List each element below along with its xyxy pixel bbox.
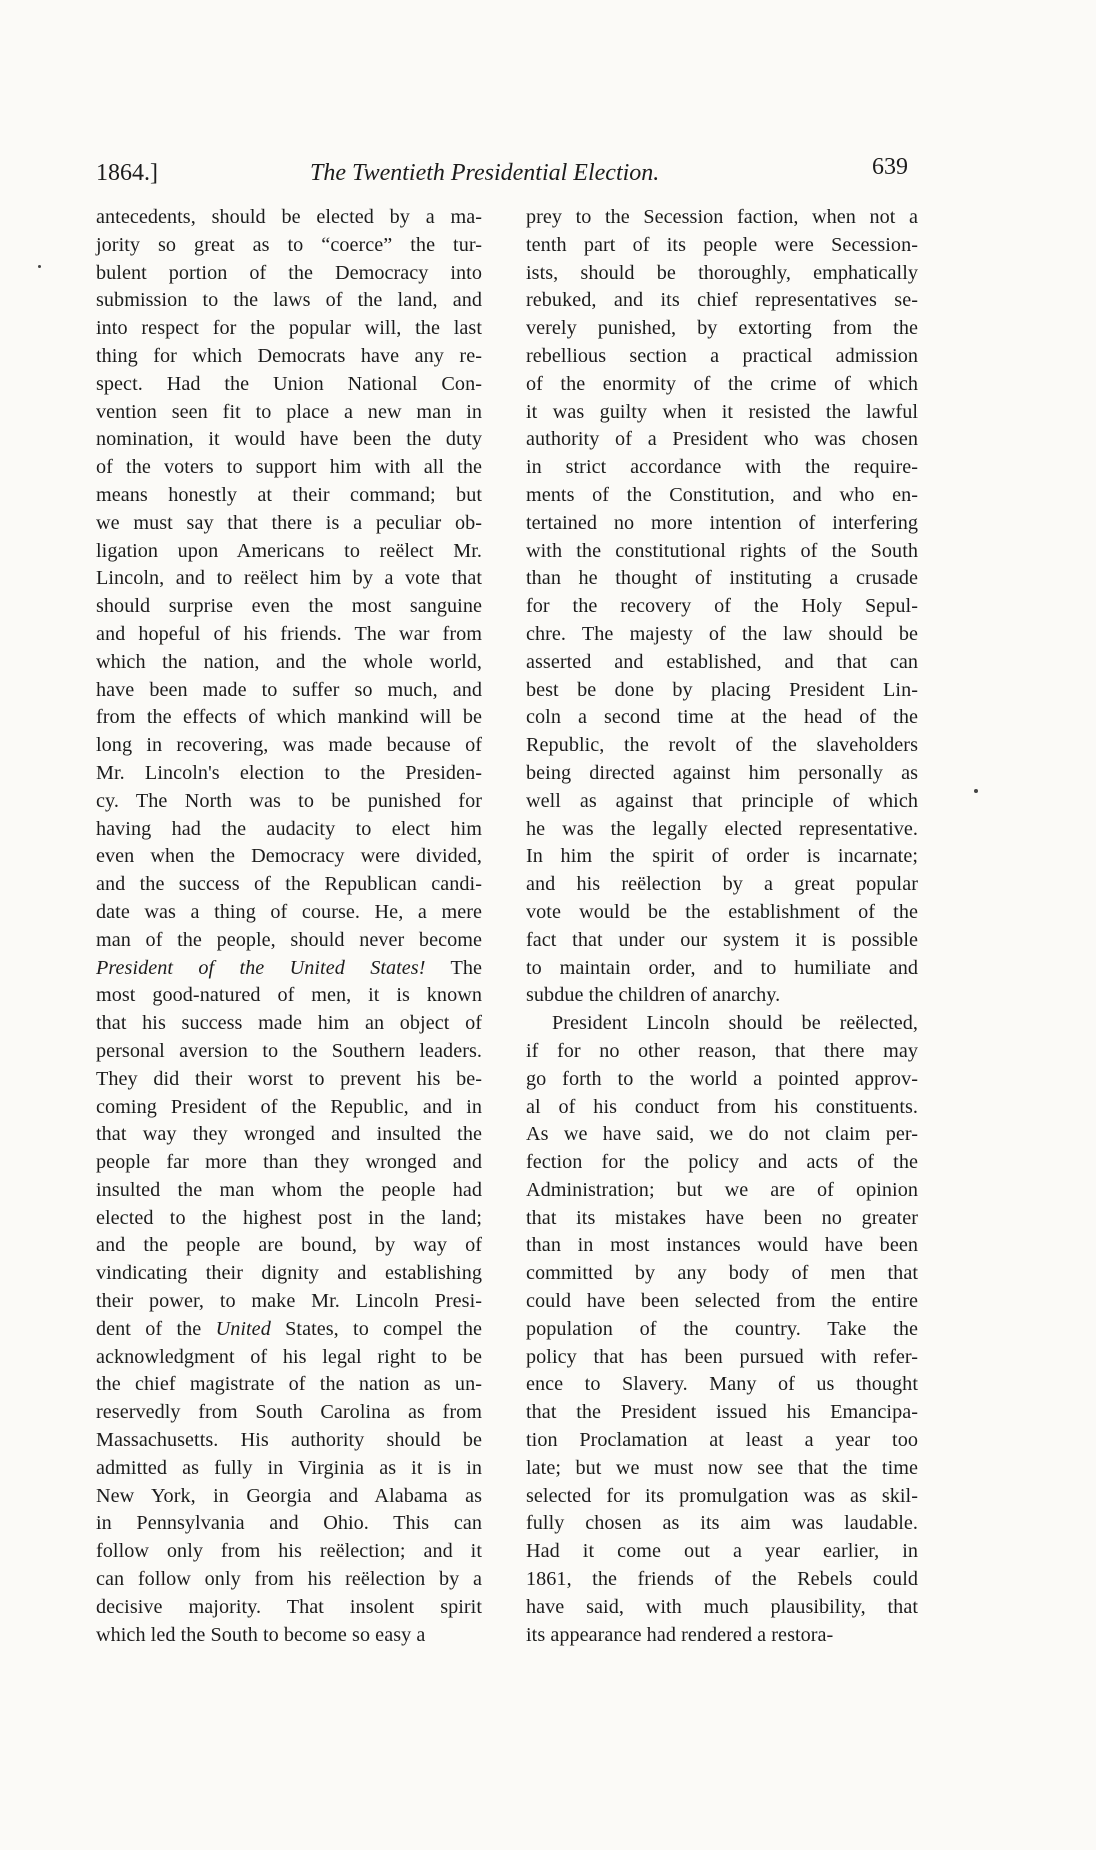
right-column-line: fact that under our system it is possible <box>526 928 918 951</box>
left-column-line: cy. The North was to be punished for <box>96 789 482 812</box>
left-column-line: man of the people, should never become <box>96 928 482 951</box>
left-column-line: that his success made him an object of <box>96 1012 482 1035</box>
header-year: 1864.] <box>96 160 158 186</box>
right-column-line: he was the legally elected representative. <box>526 817 918 840</box>
left-column-line: in Pennsylvania and Ohio. This can <box>96 1512 482 1535</box>
running-title: The Twentieth Presidential Election. <box>310 160 660 186</box>
left-column <box>96 204 482 1649</box>
left-column-line: spect. Had the Union National Con- <box>96 372 482 395</box>
right-column-line: committed by any body of men that <box>526 1262 918 1285</box>
right-column-line: that its mistakes have been no greater <box>526 1206 918 1229</box>
left-column-line: vention seen fit to place a new man in <box>96 400 482 423</box>
right-column-line: authority of a President who was chosen <box>526 428 918 451</box>
right-column-line: best be done by placing President Lin- <box>526 678 918 701</box>
right-column-line: 1861, the friends of the Rebels could <box>526 1568 918 1591</box>
right-column-line: tertained no more intention of interfering <box>526 511 918 534</box>
left-column-line: and the success of the Republican candi- <box>96 873 482 896</box>
right-column-line: of the enormity of the crime of which <box>526 372 918 395</box>
stray-ink-mark <box>38 265 41 268</box>
right-column-line: Administration; but we are of opinion <box>526 1178 918 1201</box>
left-column-line: having had the audacity to elect him <box>96 817 482 840</box>
left-column-line: should surprise even the most sanguine <box>96 595 482 618</box>
left-column-line: most good-natured of men, it is known <box>96 984 482 1007</box>
left-column-line: their power, to make Mr. Lincoln Presi- <box>96 1290 482 1313</box>
left-column-line: thing for which Democrats have any re- <box>96 344 482 367</box>
left-column-line: can follow only from his reëlection by a <box>96 1568 482 1591</box>
right-column-line: vote would be the establishment of the <box>526 900 918 923</box>
stray-ink-mark <box>974 789 978 793</box>
right-column-line: coln a second time at the head of the <box>526 706 918 729</box>
left-column-line: dent of the United States, to compel the <box>96 1317 482 1340</box>
right-column-line: go forth to the world a pointed approv- <box>526 1067 918 1090</box>
right-column-line: As we have said, we do not claim per- <box>526 1123 918 1146</box>
right-column-line: late; but we must now see that the time <box>526 1456 918 1479</box>
left-column-line: into respect for the popular will, the last <box>96 317 482 340</box>
left-column-line: submission to the laws of the land, and <box>96 289 482 312</box>
right-column-line: ments of the Constitution, and who en- <box>526 483 918 506</box>
left-column-line: insulted the man whom the people had <box>96 1178 482 1201</box>
left-column-line: reservedly from South Carolina as from <box>96 1401 482 1424</box>
right-column-line: subdue the children of anarchy. <box>526 984 781 1007</box>
left-column-line: Massachusetts. His authority should be <box>96 1429 482 1452</box>
left-column-line: and hopeful of his friends. The war from <box>96 622 482 645</box>
right-column-line: asserted and established, and that can <box>526 650 918 673</box>
right-column-line: have said, with much plausibility, that <box>526 1595 918 1618</box>
left-column-line: even when the Democracy were divided, <box>96 845 482 868</box>
left-column-line: President of the United States! The <box>96 956 482 979</box>
left-column-line: of the voters to support him with all the <box>96 456 482 479</box>
left-column-line: date was a thing of course. He, a mere <box>96 900 482 923</box>
right-column-line: being directed against him personally as <box>526 761 918 784</box>
right-column-line: President Lincoln should be reëlected, <box>552 1012 918 1035</box>
left-column-line: ligation upon Americans to reëlect Mr. <box>96 539 482 562</box>
left-column-line: Mr. Lincoln's election to the Presiden- <box>96 761 482 784</box>
right-column-line: rebuked, and its chief representatives se- <box>526 289 918 312</box>
left-column-line: New York, in Georgia and Alabama as <box>96 1484 482 1507</box>
left-column-line: vindicating their dignity and establishing <box>96 1262 482 1285</box>
left-column-line: long in recovering, was made because of <box>96 734 482 757</box>
left-column-line: coming President of the Republic, and in <box>96 1095 482 1118</box>
right-column-line: verely punished, by extorting from the <box>526 317 918 340</box>
left-column-line: They did their worst to prevent his be- <box>96 1067 482 1090</box>
left-column-line: have been made to suffer so much, and <box>96 678 482 701</box>
right-column-line: than he thought of instituting a crusade <box>526 567 918 590</box>
left-column-line: that way they wronged and insulted the <box>96 1123 482 1146</box>
left-column-line: decisive majority. That insolent spirit <box>96 1595 482 1618</box>
right-column <box>526 204 918 1649</box>
right-column-line: population of the country. Take the <box>526 1317 918 1340</box>
right-column-line: tion Proclamation at least a year too <box>526 1429 918 1452</box>
right-column-line: if for no other reason, that there may <box>526 1039 918 1062</box>
left-column-line: Lincoln, and to reëlect him by a vote that <box>96 567 482 590</box>
left-column-line: admitted as fully in Virginia as it is in <box>96 1456 482 1479</box>
right-column-line: selected for its promulgation was as skil- <box>526 1484 918 1507</box>
right-column-line: Had it come out a year earlier, in <box>526 1540 918 1563</box>
left-column-line: which led the South to become so easy a <box>96 1623 426 1646</box>
left-column-line: jority so great as to “coerce” the tur- <box>96 233 482 256</box>
right-column-line: policy that has been pursued with refer- <box>526 1345 918 1368</box>
right-column-line: al of his conduct from his constituents. <box>526 1095 918 1118</box>
right-column-line: for the recovery of the Holy Sepul- <box>526 595 918 618</box>
left-column-line: follow only from his reëlection; and it <box>96 1540 482 1563</box>
left-column-line: personal aversion to the Southern leaders. <box>96 1039 482 1062</box>
left-column-line: and the people are bound, by way of <box>96 1234 482 1257</box>
right-column-line: to maintain order, and to humiliate and <box>526 956 918 979</box>
right-column-line: than in most instances would have been <box>526 1234 918 1257</box>
left-column-line: acknowledgment of his legal right to be <box>96 1345 482 1368</box>
right-column-line: tenth part of its people were Secession- <box>526 233 918 256</box>
left-column-line: which the nation, and the whole world, <box>96 650 482 673</box>
right-column-line: its appearance had rendered a restora- <box>526 1623 834 1646</box>
right-column-line: in strict accordance with the require- <box>526 456 918 479</box>
right-column-line: ists, should be thoroughly, emphatically <box>526 261 918 284</box>
running-header <box>96 154 908 200</box>
right-column-line: In him the spirit of order is incarnate; <box>526 845 918 868</box>
left-column-line: antecedents, should be elected by a ma- <box>96 206 482 228</box>
right-column-line: could have been selected from the entire <box>526 1290 918 1313</box>
right-column-line: and his reëlection by a great popular <box>526 873 918 896</box>
left-column-line: people far more than they wronged and <box>96 1151 482 1174</box>
right-column-line: rebellious section a practical admission <box>526 344 918 367</box>
left-column-line: from the effects of which mankind will be <box>96 706 482 729</box>
left-column-line: elected to the highest post in the land; <box>96 1206 482 1229</box>
right-column-line: fully chosen as its aim was laudable. <box>526 1512 918 1535</box>
right-column-line: with the constitutional rights of the South <box>526 539 918 562</box>
right-column-line: Republic, the revolt of the slaveholders <box>526 734 918 757</box>
right-column-line: prey to the Secession faction, when not a <box>526 206 918 228</box>
right-column-line: fection for the policy and acts of the <box>526 1151 918 1174</box>
left-column-line: means honestly at their command; but <box>96 483 482 506</box>
left-column-line: the chief magistrate of the nation as un- <box>96 1373 482 1396</box>
left-column-line: we must say that there is a peculiar ob- <box>96 511 482 534</box>
right-column-line: chre. The majesty of the law should be <box>526 622 918 645</box>
left-column-line: nomination, it would have been the duty <box>96 428 482 451</box>
right-column-line: ence to Slavery. Many of us thought <box>526 1373 918 1396</box>
right-column-line: it was guilty when it resisted the lawful <box>526 400 918 423</box>
right-column-line: that the President issued his Emancipa- <box>526 1401 918 1424</box>
page-number: 639 <box>872 154 908 180</box>
right-column-line: well as against that principle of which <box>526 789 918 812</box>
left-column-line: bulent portion of the Democracy into <box>96 261 482 284</box>
